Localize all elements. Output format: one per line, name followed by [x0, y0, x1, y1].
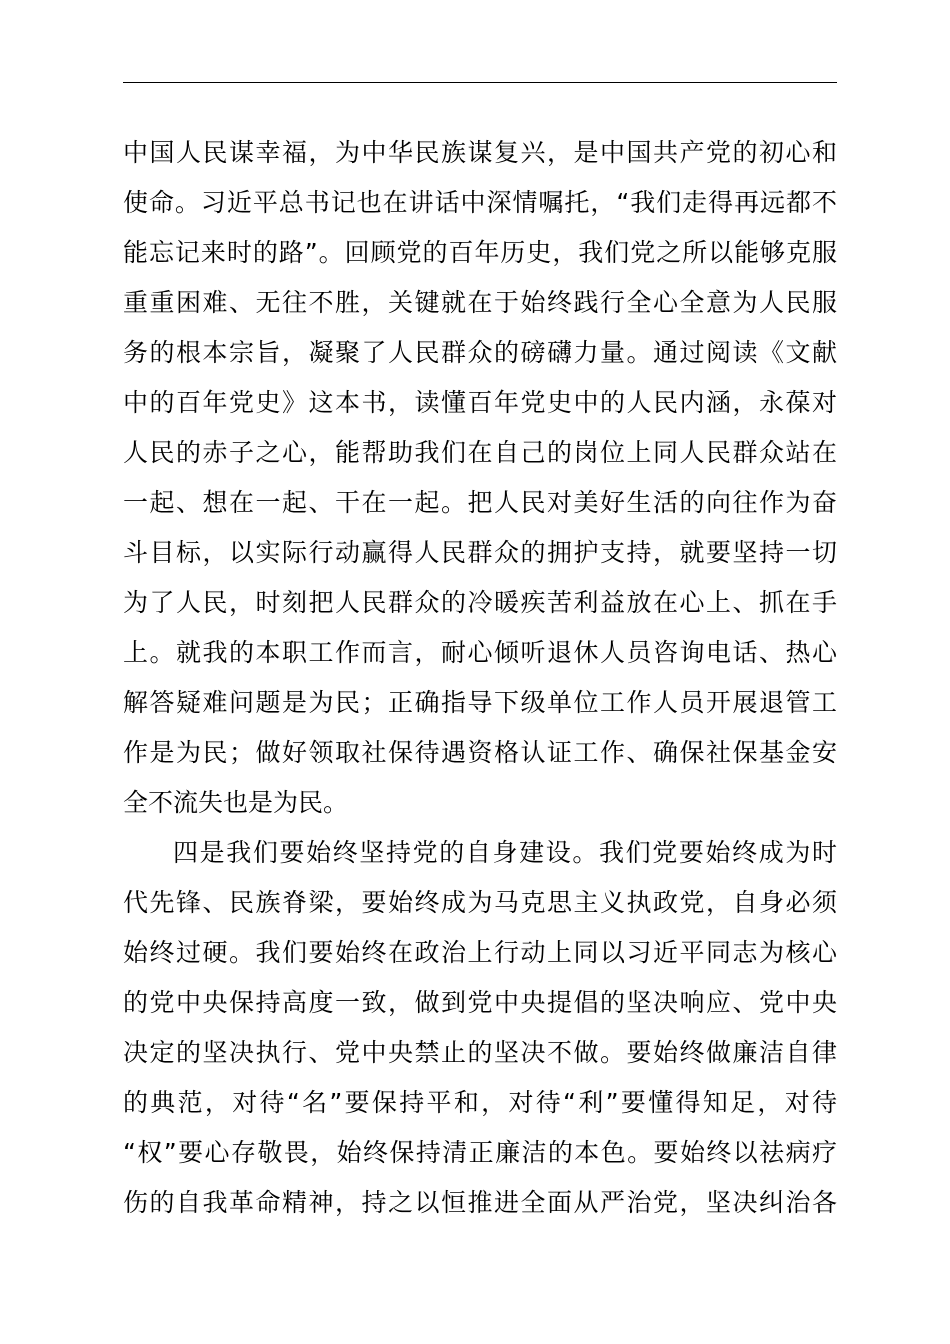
text-line: 中的百年党史》这本书，读懂百年党史中的人民内涵，永葆对 — [123, 388, 837, 417]
header-rule — [123, 82, 837, 83]
text-line: 代先锋、民族脊梁，要始终成为马克思主义执政党，自身必须 — [123, 888, 837, 917]
text-line: 一起、想在一起、干在一起。把人民对美好生活的向往作为奋 — [123, 488, 837, 517]
text-line: 伤的自我革命精神，持之以恒推进全面从严治党，坚决纠治各 — [123, 1188, 837, 1217]
text-line: 作是为民；做好领取社保待遇资格认证工作、确保社保基金安 — [123, 738, 837, 767]
paragraph-1 — [123, 128, 837, 828]
text-line: 为了人民，时刻把人民群众的冷暖疾苦利益放在心上、抓在手 — [123, 588, 837, 617]
text-line: 解答疑难问题是为民；正确指导下级单位工作人员开展退管工 — [123, 688, 837, 717]
text-line: 上。就我的本职工作而言，耐心倾听退休人员咨询电话、热心 — [123, 638, 837, 667]
text-line: “权”要心存敬畏，始终保持清正廉洁的本色。要始终以祛病疗 — [123, 1138, 837, 1167]
paragraph-2 — [123, 828, 837, 1228]
text-line: 全不流失也是为民。 — [123, 788, 349, 817]
document-body — [123, 128, 837, 1228]
text-line: 始终过硬。我们要始终在政治上行动上同以习近平同志为核心 — [123, 938, 837, 967]
text-line: 能忘记来时的路”。回顾党的百年历史，我们党之所以能够克服 — [123, 238, 837, 267]
text-line: 的典范，对待“名”要保持平和，对待“利”要懂得知足，对待 — [123, 1088, 837, 1117]
text-line: 使命。习近平总书记也在讲话中深情嘱托，“我们走得再远都不 — [123, 188, 837, 217]
text-line: 人民的赤子之心，能帮助我们在自己的岗位上同人民群众站在 — [123, 438, 837, 467]
text-line: 务的根本宗旨，凝聚了人民群众的磅礴力量。通过阅读《文献 — [123, 338, 837, 367]
text-line: 中国人民谋幸福，为中华民族谋复兴，是中国共产党的初心和 — [123, 138, 837, 167]
text-line: 的党中央保持高度一致，做到党中央提倡的坚决响应、党中央 — [123, 988, 837, 1017]
text-line: 斗目标，以实际行动赢得人民群众的拥护支持，就要坚持一切 — [123, 538, 837, 567]
text-line: 决定的坚决执行、党中央禁止的坚决不做。要始终做廉洁自律 — [123, 1038, 837, 1067]
text-line: 四是我们要始终坚持党的自身建设。我们党要始终成为时 — [173, 838, 837, 867]
text-line: 重重困难、无往不胜，关键就在于始终践行全心全意为人民服 — [123, 288, 837, 317]
